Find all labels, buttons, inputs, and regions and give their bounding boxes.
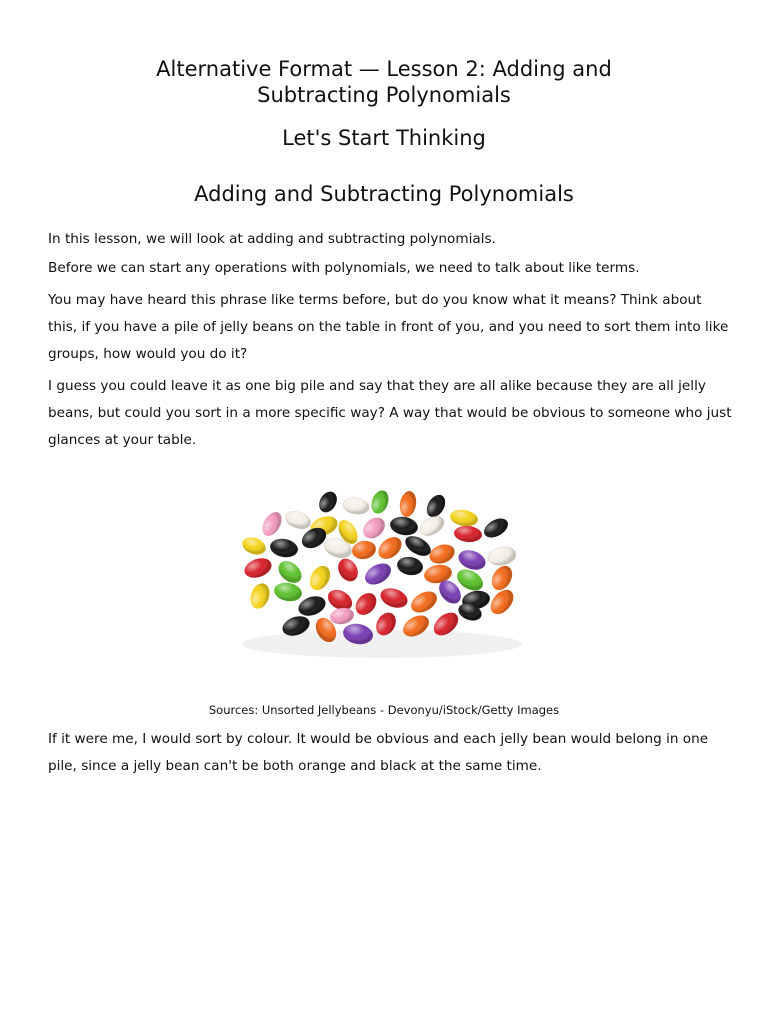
jelly-bean-green <box>368 488 391 516</box>
jelly-bean-orange <box>427 541 458 567</box>
paragraph-line: glances at your table. <box>48 432 197 448</box>
paragraph-line: beans, but could you sort in a more specific way? A way that would be obvious to someone who just <box>48 405 732 421</box>
jelly-bean-white <box>283 508 313 532</box>
jelly-bean-pink <box>259 509 286 540</box>
jelly-bean-pink <box>329 606 355 626</box>
paragraph-line: You may have heard this phrase like terms before, but do you know what it means? Think about <box>48 292 702 308</box>
jelly-bean-black <box>396 555 425 577</box>
jelly-bean-yellow <box>247 581 273 612</box>
jelly-bean-black <box>269 537 300 560</box>
sub-heading: Adding and Subtracting Polynomials <box>194 182 574 206</box>
jelly-bean-green <box>273 581 304 604</box>
jelly-bean-orange <box>488 562 517 594</box>
paragraph-line: Before we can start any operations with polynomials, we need to talk about like terms. <box>48 260 640 276</box>
image-caption: Sources: Unsorted Jellybeans - Devonyu/iStock/Getty Images <box>208 703 560 717</box>
jelly-bean-black <box>389 515 420 538</box>
paragraph-line: this, if you have a pile of jelly beans on the table in front of you, and you need to sort them into like <box>48 319 729 335</box>
jelly-bean-white <box>342 496 370 516</box>
jelly-bean-red <box>378 585 410 611</box>
paragraph-line: If it were me, I would sort by colour. It would be obvious and each jelly bean would belong in one <box>48 731 709 747</box>
jelly-beans-illustration <box>232 484 536 664</box>
paragraph-intro <box>48 226 728 253</box>
jelly-bean-red <box>351 589 380 619</box>
jelly-beans-image <box>232 484 536 664</box>
jelly-bean-white <box>487 545 518 568</box>
paragraph-like-terms <box>48 255 728 282</box>
section-heading: Let's Start Thinking <box>282 126 486 150</box>
jelly-bean-yellow <box>240 534 268 557</box>
jelly-bean-red <box>242 555 274 581</box>
paragraph-line: In this lesson, we will look at adding and subtracting polynomials. <box>48 231 496 247</box>
jelly-bean-black <box>423 492 449 521</box>
document-title-line: Alternative Format — Lesson 2: Adding and <box>156 57 612 81</box>
jelly-bean-orange <box>486 585 518 618</box>
paragraph-line: I guess you could leave it as one big pile and say that they are all alike because they are all jelly <box>48 378 706 394</box>
document-title <box>84 56 684 108</box>
paragraph-sorting <box>48 373 732 454</box>
jelly-bean-orange <box>398 490 418 518</box>
paragraph-line: pile, since a jelly bean can't be both orange and black at the same time. <box>48 758 542 774</box>
jelly-bean-green <box>274 557 305 588</box>
jelly-bean-black <box>402 532 434 560</box>
paragraph-jelly-beans-question <box>48 287 728 368</box>
jelly-bean-red <box>453 525 482 543</box>
jelly-bean-purple <box>361 559 394 589</box>
jelly-bean-yellow <box>449 508 479 529</box>
jelly-bean-black <box>316 488 341 515</box>
jelly-bean-black <box>481 515 512 542</box>
jelly-bean-orange <box>374 533 405 564</box>
jelly-bean-pink <box>359 513 389 542</box>
document-title-line: Subtracting Polynomials <box>257 83 511 107</box>
jelly-bean-yellow <box>306 562 335 594</box>
paragraph-line: groups, how would you do it? <box>48 346 248 362</box>
jelly-bean-red <box>334 555 362 585</box>
paragraph-conclusion <box>48 726 728 780</box>
jelly-bean-purple <box>456 547 488 573</box>
jelly-bean-orange <box>407 587 440 617</box>
